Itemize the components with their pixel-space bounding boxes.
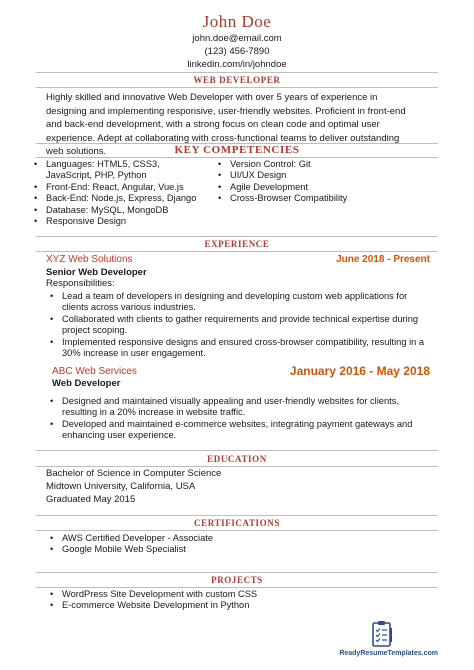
degree: Bachelor of Science in Computer Science bbox=[46, 468, 222, 479]
competencies-left-list bbox=[30, 159, 200, 227]
competency-item: • Agile Development bbox=[214, 182, 414, 193]
competency-item: • Back-End: Node.js, Express, Django bbox=[30, 193, 200, 204]
project-item: • WordPress Site Development with custom CSS bbox=[46, 589, 426, 600]
summary-paragraph: Highly skilled and innovative Web Developer with over 5 years of experience in designing and implementing responsive, user-friendly websites. Proficient in front-end and back-end development, with a strong focus on clean code and optimal user experience. Adept at collaborating with cross-functional teams to deliver outstanding web solutions. bbox=[46, 92, 406, 157]
competency-item: • Languages: HTML5, CSS3, JavaScript, PHP, Python bbox=[30, 159, 200, 182]
divider bbox=[36, 572, 438, 573]
brand-name: ReadyResumeTemplates.com bbox=[339, 650, 438, 657]
contact-phone: (123) 456-7890 bbox=[204, 46, 270, 57]
competency-item: • Front-End: React, Angular, Vue.js bbox=[30, 182, 200, 193]
job-bullet: • Developed and maintained e-commerce websites, integrating payment gateways and enhancing user experience. bbox=[46, 419, 434, 442]
experience-heading: EXPERIENCE bbox=[204, 239, 270, 249]
divider bbox=[36, 530, 438, 531]
contact-email: john.doe@email.com bbox=[192, 33, 282, 44]
job-role: Web Developer bbox=[52, 378, 121, 389]
competency-item: • Database: MySQL, MongoDB bbox=[30, 205, 200, 216]
divider bbox=[36, 157, 438, 158]
graduation-date: Graduated May 2015 bbox=[46, 494, 136, 505]
certification-item: • Google Mobile Web Specialist bbox=[46, 544, 426, 555]
education-heading: EDUCATION bbox=[207, 454, 267, 464]
divider bbox=[36, 72, 438, 73]
resume-checklist-icon bbox=[372, 620, 394, 648]
certification-item: • AWS Certified Developer - Associate bbox=[46, 533, 426, 544]
contact-linkedin: linkedin.com/in/johndoe bbox=[187, 59, 287, 70]
job-bullet: • Designed and maintained visually appealing and user-friendly websites for clients, resulting in a 20% increase in website traffic. bbox=[46, 396, 434, 419]
job-bullet: • Collaborated with clients to gather requirements and provide technical expertise during project scoping. bbox=[46, 314, 434, 337]
certifications-list bbox=[46, 533, 426, 556]
competency-item: • UI/UX Design bbox=[214, 170, 414, 181]
job-bullet: • Implemented responsive designs and ensured cross-browser compatibility, resulting in a 30% increase in user engagement. bbox=[46, 337, 434, 360]
projects-list bbox=[46, 589, 426, 612]
responsibilities-label: Responsibilities: bbox=[46, 278, 115, 289]
divider bbox=[36, 515, 438, 516]
job-bullets bbox=[46, 396, 434, 442]
divider bbox=[36, 87, 438, 88]
candidate-name: John Doe bbox=[202, 12, 272, 31]
company-name: ABC Web Services bbox=[52, 366, 137, 377]
divider bbox=[36, 587, 438, 588]
divider bbox=[36, 450, 438, 451]
divider bbox=[36, 236, 438, 237]
job-title-heading: WEB DEVELOPER bbox=[193, 75, 281, 85]
competency-item: • Responsive Design bbox=[30, 216, 200, 227]
company-name: XYZ Web Solutions bbox=[46, 254, 133, 265]
job-bullets bbox=[46, 291, 434, 359]
employment-dates: January 2016 - May 2018 bbox=[289, 364, 430, 378]
competencies-right-list bbox=[214, 159, 414, 205]
divider bbox=[36, 251, 438, 252]
certifications-heading: CERTIFICATIONS bbox=[194, 518, 280, 528]
projects-heading: PROJECTS bbox=[211, 575, 263, 585]
job-bullet: • Lead a team of developers in designing and developing custom web applications for clients across various industries. bbox=[46, 291, 434, 314]
project-item: • E-commerce Website Development in Python bbox=[46, 600, 426, 611]
school: Midtown University, California, USA bbox=[46, 481, 196, 492]
competencies-heading: KEY COMPETENCIES bbox=[174, 144, 300, 156]
job-role: Senior Web Developer bbox=[46, 267, 147, 278]
competency-item: • Version Control: Git bbox=[214, 159, 414, 170]
competency-item: • Cross-Browser Compatibility bbox=[214, 193, 414, 204]
employment-dates: June 2018 - Present bbox=[336, 254, 430, 265]
